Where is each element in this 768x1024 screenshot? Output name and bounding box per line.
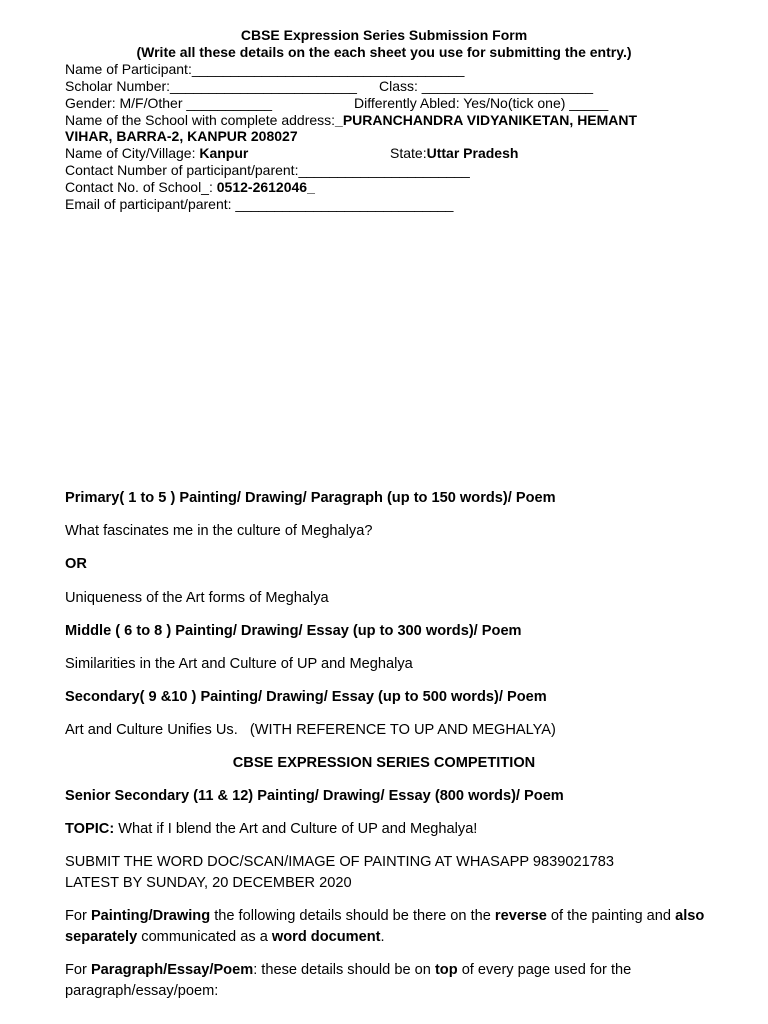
secondary-heading: Secondary( 9 &10 ) Painting/ Drawing/ Essay (up to 500 words)/ Poem [65, 689, 547, 705]
form-title: CBSE Expression Series Submission Form [240, 27, 528, 43]
city-value: Kanpur [199, 145, 249, 161]
middle-topic: Similarities in the Art and Culture of UP and Meghalya [65, 656, 413, 672]
middle-heading: Middle ( 6 to 8 ) Painting/ Drawing/ Essay (up to 300 words)/ Poem [65, 623, 522, 639]
school-value: _PURANCHANDRA VIDYANIKETAN, HEMANT [335, 112, 638, 128]
state-value: Uttar Pradesh [426, 145, 519, 161]
gender-field: Gender: M/F/Other ___________ [65, 95, 273, 111]
contact-school-label: Contact No. of School_: [65, 179, 217, 195]
primary-topic-2: Uniqueness of the Art forms of Meghalya [65, 590, 329, 606]
essay-text-2: : these details should be on [253, 962, 435, 978]
essay-instructions [65, 960, 725, 1002]
painting-bold-1: Painting/Drawing [90, 908, 211, 924]
painting-text-3: of the painting and [546, 908, 676, 924]
city-field [65, 145, 248, 162]
topic-line [65, 819, 725, 840]
school-value-line2: VIHAR, BARRA-2, KANPUR 208027 [65, 128, 298, 144]
painting-text-5: . [380, 929, 385, 945]
abled-field: Differently Abled: Yes/No(tick one) _____ [354, 95, 609, 111]
primary-topic-1: What fascinates me in the culture of Meghalya? [65, 523, 373, 539]
essay-bold-2: top [434, 962, 458, 978]
painting-text-1: For [65, 908, 91, 924]
contact-school-value: 0512-2612046_ [216, 179, 315, 195]
painting-bold-4: word document [271, 929, 381, 945]
school-field [65, 112, 637, 129]
or-text: OR [65, 556, 87, 572]
essay-bold-1: Paragraph/Essay/Poem [90, 962, 254, 978]
topic-label: TOPIC: [65, 821, 115, 837]
submit-line-1: SUBMIT THE WORD DOC/SCAN/IMAGE OF PAINTING AT WHASAPP 9839021783 [65, 854, 615, 870]
email-field: Email of participant/parent: ____________________________ [65, 196, 454, 212]
school-label: Name of the School with complete address: [65, 112, 336, 128]
essay-text-1: For [65, 962, 91, 978]
form-subtitle: (Write all these details on the each sheet you use for submitting the entry.) [136, 44, 632, 60]
contact-parent-field: Contact Number of participant/parent:______________________ [65, 162, 470, 178]
painting-bold-2: reverse [494, 908, 547, 924]
submit-line-2: LATEST BY SUNDAY, 20 DECEMBER 2020 [65, 875, 352, 891]
state-label: State: [390, 145, 427, 161]
essay-text-3: of every page used for the paragraph/essay/poem: [65, 962, 632, 999]
primary-heading: Primary( 1 to 5 ) Painting/ Drawing/ Paragraph (up to 150 words)/ Poem [65, 490, 556, 506]
competition-heading: CBSE EXPRESSION SERIES COMPETITION [232, 755, 536, 771]
participant-field: Name of Participant:___________________________________ [65, 61, 465, 77]
scholar-field: Scholar Number:________________________ [65, 78, 357, 94]
class-field: Class: ______________________ [379, 78, 594, 94]
contact-school-field [65, 179, 315, 196]
state-field [390, 145, 518, 162]
painting-bold-3: also separately [65, 908, 705, 945]
secondary-topic: Art and Culture Unifies Us. (WITH REFERENCE TO UP AND MEGHALYA) [65, 722, 556, 738]
topic-text: What if I blend the Art and Culture of UP and Meghalya! [114, 821, 478, 837]
painting-text-4: communicated as a [137, 929, 272, 945]
city-label: Name of City/Village: [65, 145, 200, 161]
painting-instructions [65, 906, 725, 948]
senior-heading: Senior Secondary (11 & 12) Painting/ Drawing/ Essay (800 words)/ Poem [65, 788, 564, 804]
painting-text-2: the following details should be there on the [210, 908, 495, 924]
